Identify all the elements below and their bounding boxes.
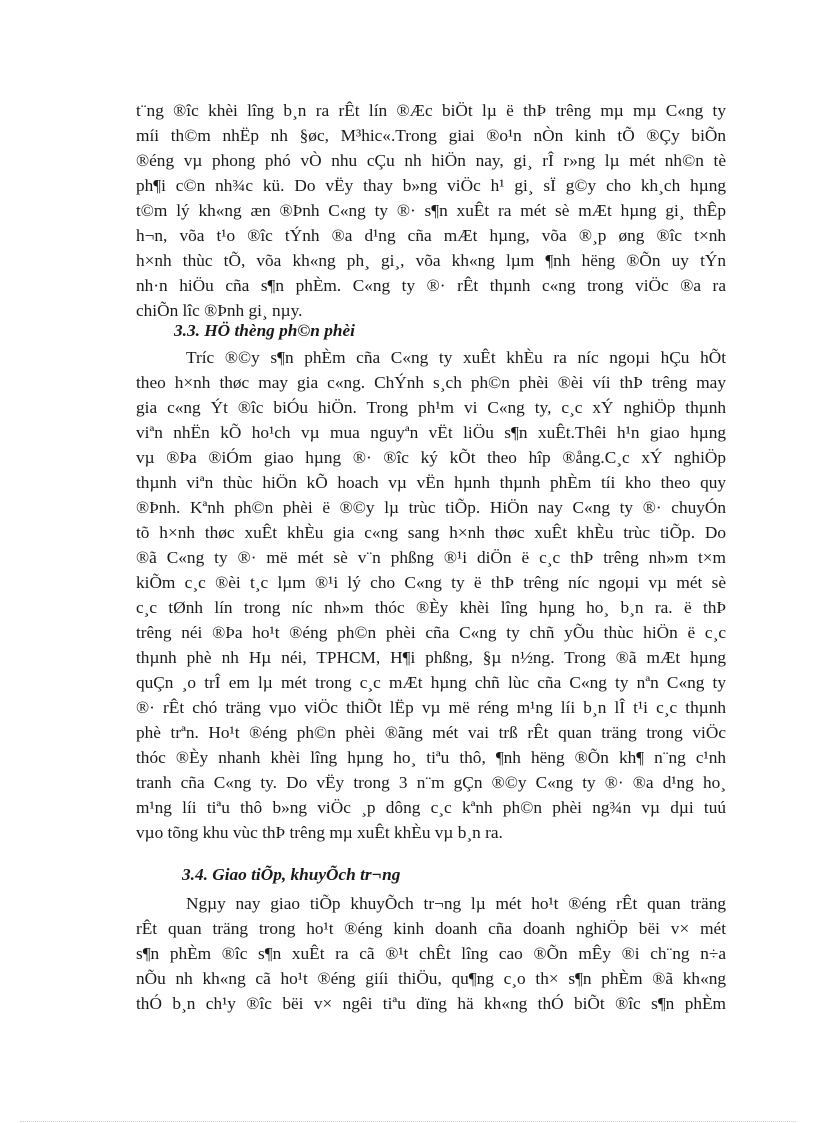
text-line: t¨ng ®îc khèi lîng b¸n ra rÊt lín ®Æc biÖt lµ ë thÞ trêng mµ mµ C«ng ty (136, 101, 726, 120)
text-line: ®éng vµ phong phó vÒ nhu cÇu nh hiÖn nay, gi¸ rÎ r»ng lµ mét nh©n tè (136, 151, 726, 170)
text-line: ®Þnh. Kªnh ph©n phèi ë ®©y lµ trùc tiÕp. HiÖn nay C«ng ty ®· chuyÓn (136, 498, 726, 517)
paragraph-distribution (136, 345, 726, 845)
text-line: tranh cña C«ng ty. Do vËy trong 3 n¨m gÇn ®©y C«ng ty ®· ®a d¹ng ho¸ (136, 773, 726, 792)
text-line: quÇn ¸o trÎ em lµ mét trong c¸c mÆt hµng chñ lùc cña C«ng ty nªn C«ng ty (136, 673, 726, 692)
text-line: kiÕm c¸c ®èi t¸c lµm ®¹i lý cho C«ng ty ë thÞ trêng níc ngoµi vµ mét sè (136, 573, 726, 592)
text-line: phè trªn. Ho¹t ®éng ph©n phèi ®ãng mét vai trß rÊt quan träng trong viÖc (136, 723, 726, 742)
text-line: gia c«ng Ýt ®îc biÓu hiÖn. Trong ph¹m vi C«ng ty, c¸c xÝ nghiÖp thµnh (136, 398, 726, 417)
text-line: nÕu nh kh«ng cã ho¹t ®éng giíi thiÖu, qu¶ng c¸o th× s¶n phÈm ®ã kh«ng (136, 969, 726, 988)
text-line: ®ã C«ng ty ®· më mét sè v¨n phßng ®¹i diÖn ë c¸c thÞ trêng nh»m t×m (136, 548, 726, 567)
section-heading-distribution: 3.3. HÖ thèng ph©n phèi (174, 321, 355, 340)
paragraph-promotion (136, 891, 726, 1016)
text-line: tõ h×nh thøc xuÊt khÈu gia c«ng sang h×nh thøc xuÊt khÈu trùc tiÕp. Do (136, 523, 726, 542)
text-line: thóc ®Èy nhanh khèi lîng hµng ho¸ tiªu thô, ¶nh hëng ®Õn kh¶ n¨ng c¹nh (136, 748, 726, 767)
text-line: s¶n phÈm ®îc s¶n xuÊt ra cã ®¹t chÊt lîng cao ®Õn mÊy ®i ch¨ng n÷a (136, 944, 726, 963)
text-line: míi th©m nhËp nh §øc, M³hic«.Trong giai ®o¹n nÒn kinh tÕ ®Çy biÕn (136, 126, 726, 145)
text-line: viªn nhËn kÕ ho¹ch vµ mua nguyªn vËt liÖu s¶n xuÊt.Thêi h¹n giao hµng (136, 423, 726, 442)
text-line: Ngµy nay giao tiÕp khuyÕch tr¬ng lµ mét ho¹t ®éng rÊt quan träng (186, 894, 726, 913)
text-line: h×nh thùc tÕ, võa kh«ng ph¸ gi¸, võa kh«ng lµm ¶nh hëng ®Õn uy tÝn (136, 251, 726, 270)
text-line: t©m lý kh«ng æn ®Þnh C«ng ty ®· s¶n xuÊt ra mét sè mÆt hµng gi¸ thÊp (136, 201, 726, 220)
text-line: thµnh viªn thùc hiÖn kÕ hoach vµ vËn hµnh thµnh phÈm tíi kho theo quy (136, 473, 726, 492)
text-line: theo h×nh thøc may gia c«ng. ChÝnh s¸ch ph©n phèi ®èi víi thÞ trêng may (136, 373, 726, 392)
text-line: ph¶i c©n nh¾c kü. Do vËy thay b»ng viÖc h¹ gi¸ sÏ g©y cho kh¸ch hµng (136, 176, 726, 195)
paragraph-pricing (136, 98, 726, 323)
text-line: ®· rÊt chó träng vµo viÖc thiÕt lËp vµ më réng m¹ng líi b¸n lÎ t¹i c¸c thµnh (136, 698, 726, 717)
text-line: trêng néi ®Þa ho¹t ®éng ph©n phèi cña C«ng ty chñ yÕu thùc hiÖn ë c¸c (136, 623, 726, 642)
text-line: Tríc ®©y s¶n phÈm cña C«ng ty xuÊt khÈu ra níc ngoµi hÇu hÕt (186, 348, 726, 367)
text-line: thµnh phè nh Hµ néi, TPHCM, H¶i phßng, §µ n½ng. Trong ®ã mÆt hµng (136, 648, 726, 667)
text-line: nh·n hiÖu cña s¶n phÈm. C«ng ty ®· rÊt thµnh c«ng trong viÖc ®a ra (136, 276, 726, 295)
text-line: rÊt quan träng trong ho¹t ®éng kinh doanh cña doanh nghiÖp bëi v× mét (136, 919, 726, 938)
text-line: m¹ng líi tiªu thô b»ng viÖc ¸p dông c¸c kªnh ph©n phèi ng¾n vµ dµi tuú (136, 798, 726, 817)
text-line: h¬n, võa t¹o ®îc tÝnh ®a d¹ng cña mÆt hµng, võa ®¸p øng ®îc t×nh (136, 226, 726, 245)
text-line: vµ ®Þa ®iÓm giao hµng ®· ®îc ký kÕt theo hîp ®ång.C¸c xÝ nghiÖp (136, 448, 726, 467)
text-line: vµo tõng khu vùc thÞ trêng mµ xuÊt khÈu vµ b¸n ra. (136, 823, 503, 842)
page-bottom-rule (20, 1121, 796, 1122)
section-heading-promotion: 3.4. Giao tiÕp, khuyÕch tr¬ng (182, 865, 401, 884)
text-line: chiÕn lîc ®Þnh gi¸ nµy. (136, 301, 303, 320)
text-line: thÓ b¸n ch¹y ®îc bëi v× ngêi tiªu dïng hä kh«ng thÓ biÕt ®îc s¶n phÈm (136, 994, 726, 1013)
text-line: c¸c tØnh lín trong níc nh»m thóc ®Èy khèi lîng hµng ho¸ b¸n ra. ë thÞ (136, 598, 726, 617)
